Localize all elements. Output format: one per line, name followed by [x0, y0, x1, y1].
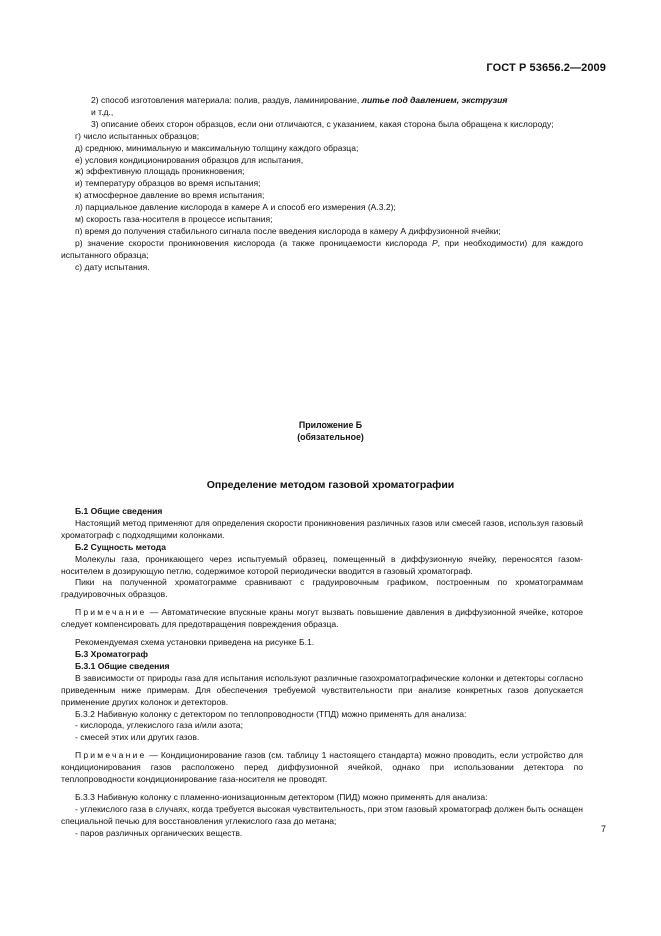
section-heading: Б.2 Сущность метода	[75, 541, 166, 552]
paragraph: Б.3.2 Набивную колонку с детектором по теплопроводности (ТПД) можно применять для анализа:	[75, 708, 467, 719]
list-item: - углекислого газа в случаях, когда требуется высокая чувствительность, при этом газовый хроматограф должен быть оснащен специальной печью для восстановления углекислого газа до метана;	[61, 803, 583, 826]
paragraph: Молекулы газа, проникающего через испытуемый образец, помещенный в диффузионную ячейку, переносятся газом-носителем в дозирующую петлю, содержимое которой периодически вводится в газовый хроматограф.	[61, 553, 583, 576]
list-item: и) температуру образцов во время испытания;	[75, 178, 261, 189]
list-item: и т.д.,	[91, 106, 114, 117]
paragraph: В зависимости от природы газа для испытания используют различные газохроматографические колонки и детекторы согласно приведенным ниже примерам. Для обеспечения требуемой чувствительности при анализе конкретных газов допускается применение других колонок и детекторов.	[61, 672, 583, 707]
note: Примечание — Кондиционирование газов (см. таблицу 1 настоящего стандарта) можно проводить, если устройство для кондиционирования газов расположено перед диффузионной ячейкой, однако при использовании детектора по теплопроводности кондиционирование газа-носителя не проводят.	[61, 750, 583, 785]
list-item: - кислорода, углекислого газа и/или азота;	[75, 720, 243, 731]
list-item: г) число испытанных образцов;	[75, 130, 200, 141]
paragraph: Б.3.3 Набивную колонку с пламенно-ионизационным детектором (ПИД) можно применять для анализа:	[75, 791, 488, 802]
paragraph: Настоящий метод применяют для определения скорости проникновения различных газов или смесей газов, используя газовый хроматограф с подходящими колонками.	[61, 517, 583, 540]
list-item: - смесей этих или других газов.	[75, 732, 200, 743]
list-item: ж) эффективную площадь проникновения;	[75, 166, 245, 177]
paragraph: Рекомендуемая схема установки приведена на рисунке Б.1.	[75, 637, 315, 648]
list-item: е) условия кондиционирования образцов для испытания,	[75, 154, 304, 165]
list-item: к) атмосферное давление во время испытания;	[75, 190, 265, 201]
document-id: ГОСТ Р 53656.2—2009	[486, 62, 606, 74]
note: Примечание — Автоматические впускные краны могут вызвать повышение давления в диффузионной ячейке, которое следует компенсировать для предотвращения повреждения образца.	[61, 607, 583, 630]
list-item: д) среднюю, минимальную и максимальную толщину каждого образца;	[75, 142, 359, 153]
list-item: - паров различных органических веществ.	[75, 827, 243, 838]
section-heading: Б.1 Общие сведения	[75, 506, 163, 516]
report-list	[61, 95, 583, 274]
appendix-label: Приложение Б	[298, 420, 363, 430]
appendix-title: Определение методом газовой хроматографии	[206, 479, 455, 491]
list-item: п) время до получения стабильного сигнала после введения кислорода в камеру А диффузионной ячейки;	[75, 225, 501, 236]
section-heading: Б.3.1 Общие сведения	[75, 660, 170, 671]
list-item: 2) способ изготовления материала: полив, раздув, ламинирование, литье под давлением, экструзия	[91, 95, 508, 105]
page-number: 7	[600, 824, 606, 834]
appendix-heading	[0, 419, 661, 443]
list-item: с) дату испытания.	[75, 261, 150, 272]
list-item: р) значение скорости проникновения кислорода (а также проницаемости кислорода P, при необходимости) для каждого испытанного образца;	[61, 237, 584, 260]
list-item: м) скорость газа-носителя в процессе испытания;	[75, 214, 273, 225]
section-heading: Б.3 Хроматограф	[75, 648, 148, 659]
appendix-status: (обязательное)	[297, 432, 364, 442]
list-item: л) парциальное давление кислорода в камере А и способ его измерения (А.3.2);	[75, 202, 396, 213]
paragraph: Пики на полученной хроматограмме сравнивают с градуировочным графиком, построенным по хроматограммам градуировочных образцов.	[61, 577, 583, 600]
appendix-body	[61, 506, 583, 840]
list-item: 3) описание обеих сторон образцов, если они отличаются, с указанием, какая сторона была обращена к кислороду;	[91, 118, 554, 129]
